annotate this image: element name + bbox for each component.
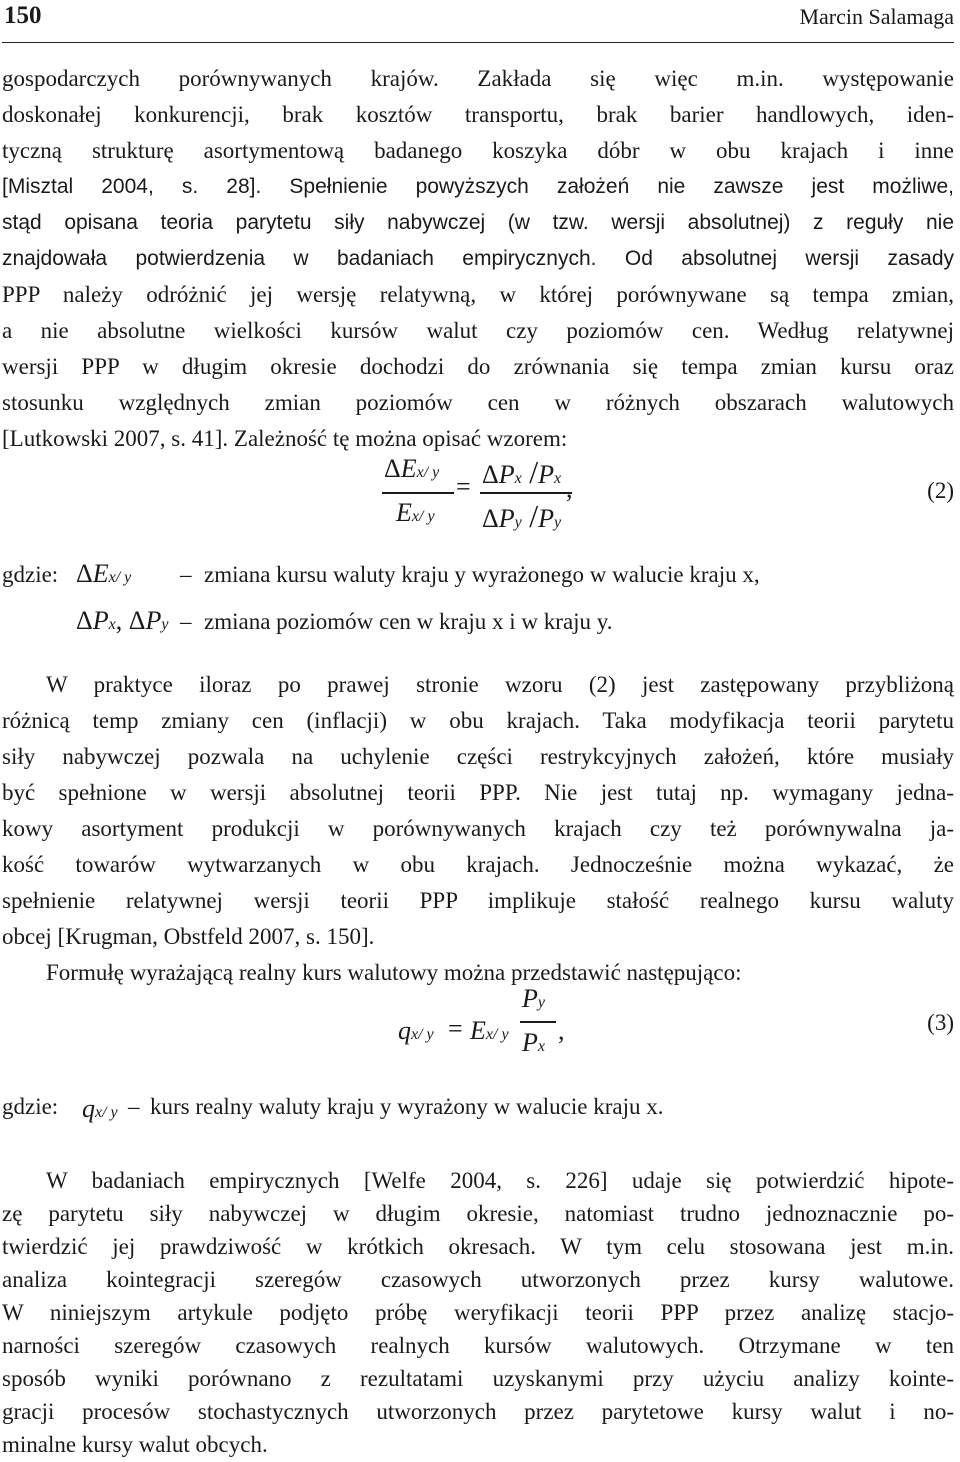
text-line: sposób wyniki porównano z rezultatami uzyskanymi przy użyciu analizy kointe- [2,1366,954,1391]
gdzie-label: gdzie: [2,1094,59,1119]
text-line: narności szeregów czasowych realnych kursów walutowych. Otrzymane w ten [2,1333,954,1358]
eq2-rhs-fraction-bar [480,492,572,494]
definition-q: kurs realny waluty kraju y wyrażony w walucie kraju x. [150,1094,664,1119]
def-dash: – [128,1094,140,1119]
text-line: W badaniach empirycznych [Welfe 2004, s. 226] udaje się potwierdzić hipote- [46,1168,954,1193]
eq3-frac-num: Py [522,984,545,1013]
def-symbol-delta-e: ΔEx/ y [76,559,132,588]
eq2-equals: = [456,472,471,501]
text-line: W praktyce iloraz po prawej stronie wzoru (2) jest zastępowany przybliżoną [46,672,954,697]
text-line: PPP należy odróżnić jej wersję relatywną, w której porównywane są tempa zmian, [2,282,954,307]
eq3-equals: = [448,1014,463,1043]
text-line: twierdzić jej prawdziwość w krótkich okresach. W tym celu stosowana jest m.in. [2,1234,954,1259]
text-line: analiza kointegracji szeregów czasowych utworzonych przez kursy walutowe. [2,1267,954,1292]
text-line: gospodarczych porównywanych krajów. Zakłada się więc m.in. występowanie [2,66,954,91]
text-line: różnicą temp zmiany cen (inflacji) w obu krajach. Taka modyfikacja teorii parytetu [2,708,954,733]
text-line: gracji procesów stochastycznych utworzonych przez parytetowe kursy walut i no- [2,1399,954,1424]
equation-number-3: (3) [927,1010,954,1035]
eq2-lhs-den: Ex/ y [396,498,435,527]
eq3-fraction-bar [520,1021,556,1023]
eq3-comma: , [558,1016,565,1045]
running-header-author: Marcin Salamaga [799,4,954,29]
def-dash: – [180,562,192,587]
eq2-rhs-den: ΔPy /Py [482,498,562,534]
text-line: stosunku względnych zmian poziomów cen w różnych obszarach walutowych [2,390,954,415]
definition-delta-p: zmiana poziomów cen w kraju x i w kraju y. [204,609,613,634]
text-line: zę parytetu siły nabywczej w długim okresie, natomiast trudno jednoznacznie po- [2,1201,954,1226]
eq3-lhs: qx/ y [398,1016,434,1045]
text-line: obcej [Krugman, Obstfeld 2007, s. 150]. [2,924,375,949]
text-line: minalne kursy walut obcych. [2,1432,268,1457]
def-dash: – [180,609,192,634]
text-line: siły nabywczej pozwala na uchylenie części restrykcyjnych założeń, które musiały [2,744,954,769]
eq2-rhs-num: ΔPx /Px [482,454,562,490]
text-line: wersji PPP w długim okresie dochodzi do zrównania się tempa zmian kursu oraz [2,354,954,379]
equation-number-2: (2) [927,478,954,503]
definition-delta-e: zmiana kursu waluty kraju y wyrażonego w walucie kraju x, [204,562,760,587]
def-symbol-delta-p: ΔPx, ΔPy [76,606,169,635]
text-line: W niniejszym artykule podjęto próbę weryfikacji teorii PPP przez analizę stacjo- [2,1300,954,1325]
eq2-lhs-fraction-bar [382,492,454,494]
text-line: spełnienie relatywnej wersji teorii PPP implikuje stałość realnego kursu waluty [2,888,954,913]
text-line: doskonałej konkurencji, brak kosztów transportu, brak barier handlowych, iden- [2,102,954,127]
text-line: [Lutkowski 2007, s. 41]. Zależność tę można opisać wzorem: [2,426,568,451]
paragraph-3: Formułę wyrażającą realny kurs walutowy można przedstawić następująco: [46,960,742,985]
text-line: a nie absolutne wielkości kursów walut czy poziomów cen. Według relatywnej [2,318,954,343]
text-line: tyczną strukturę asortymentową badanego koszyka dóbr w obu krajach i inne [2,138,954,163]
text-line: [Misztal 2004, s. 28]. Spełnienie powyższych założeń nie zawsze jest możliwe, [2,175,954,198]
eq2-lhs-num: ΔEx/ y [384,454,440,483]
text-line: kowy asortyment produkcji w porównywanych krajach czy też porównywalna ja- [2,816,954,841]
text-line: znajdowała potwierdzenia w badaniach empirycznych. Od absolutnej wersji zasady [2,247,954,270]
running-header [2,0,954,43]
eq3-e: Ex/ y [470,1016,509,1045]
def-symbol-q: qx/ y [82,1094,118,1123]
gdzie-label: gdzie: [2,562,59,587]
text-line: być spełnione w wersji absolutnej teorii PPP. Nie jest tutaj np. wymagany jedna- [2,780,954,805]
eq3-frac-den: Px [522,1028,545,1057]
eq2-comma: , [566,474,573,503]
text-line: kość towarów wytwarzanych w obu krajach. Jednocześnie można wykazać, że [2,852,954,877]
page-number: 150 [4,2,42,29]
text-line: stąd opisana teoria parytetu siły nabywczej (w tzw. wersji absolutnej) z reguły nie [2,211,954,234]
